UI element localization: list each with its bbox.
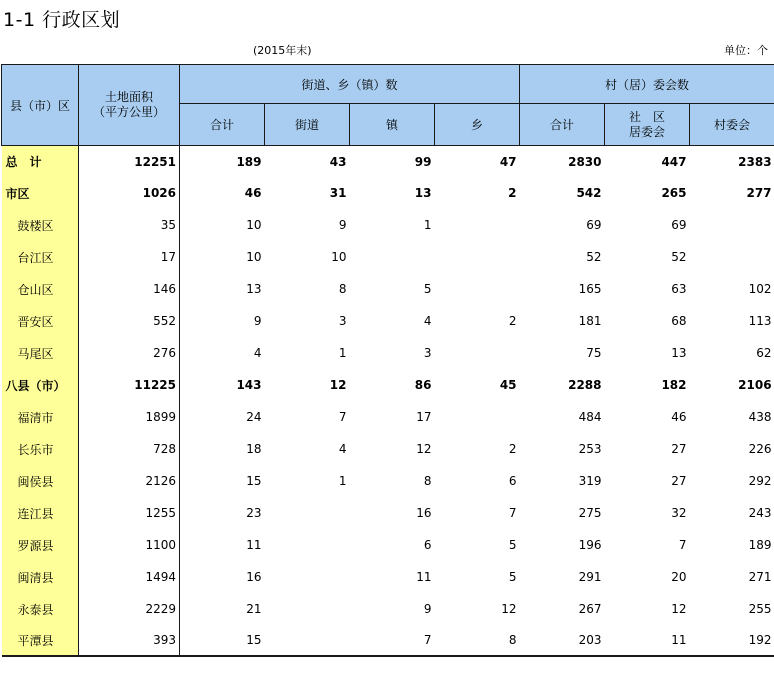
township-cell bbox=[435, 401, 520, 433]
town-cell: 13 bbox=[414, 186, 432, 200]
township-cell: 2 bbox=[508, 186, 517, 200]
streets-total-cell: 11 bbox=[246, 538, 262, 552]
streets-total-cell: 46 bbox=[244, 186, 262, 200]
township-cell bbox=[435, 337, 520, 369]
village-cell: 102 bbox=[748, 282, 772, 296]
township-cell bbox=[435, 241, 520, 273]
row-name: 罗源县 bbox=[2, 529, 79, 561]
street-cell: 43 bbox=[329, 154, 347, 169]
street-cell bbox=[265, 625, 350, 656]
streets-total-cell: 23 bbox=[246, 506, 262, 520]
table-row bbox=[2, 177, 774, 209]
villages-total-cell: 52 bbox=[586, 250, 602, 264]
table-row bbox=[2, 465, 774, 497]
table-row bbox=[2, 305, 774, 337]
community-cell: 27 bbox=[671, 442, 687, 456]
community-cell: 265 bbox=[661, 186, 687, 200]
table-subtitle: (2015年末) bbox=[253, 44, 312, 57]
row-name: 鼓楼区 bbox=[2, 209, 79, 241]
township-cell: 5 bbox=[508, 570, 517, 584]
streets-total-cell: 13 bbox=[246, 282, 262, 296]
unit-label: 单位：个 bbox=[724, 44, 768, 57]
land-area-cell: 35 bbox=[79, 209, 180, 241]
land-area-cell: 146 bbox=[79, 273, 180, 305]
table-row bbox=[2, 273, 774, 305]
community-cell: 32 bbox=[671, 506, 687, 520]
township-cell: 2 bbox=[508, 442, 517, 456]
table-row bbox=[2, 561, 774, 593]
village-cell: 271 bbox=[748, 570, 772, 584]
row-name: 闽清县 bbox=[2, 561, 79, 593]
villages-total-cell: 253 bbox=[578, 442, 602, 456]
village-cell: 243 bbox=[748, 506, 772, 520]
community-cell: 20 bbox=[671, 570, 687, 584]
table-row bbox=[2, 497, 774, 529]
town-cell bbox=[350, 241, 435, 273]
town-cell: 7 bbox=[350, 625, 435, 656]
land-area-cell: 12251 bbox=[79, 146, 180, 178]
row-name: 晋安区 bbox=[2, 305, 79, 337]
row-name: 马尾区 bbox=[2, 337, 79, 369]
township-cell: 5 bbox=[508, 538, 517, 552]
villages-total-cell: 2288 bbox=[568, 378, 602, 392]
community-cell: 182 bbox=[661, 378, 687, 392]
streets-total-cell: 189 bbox=[236, 154, 262, 169]
village-cell: 292 bbox=[748, 474, 772, 488]
township-cell bbox=[435, 209, 520, 241]
street-cell: 12 bbox=[329, 378, 347, 392]
table-row bbox=[2, 401, 774, 433]
header-community-line1: 社 区 bbox=[629, 109, 666, 124]
header-county: 县（市）区 bbox=[2, 65, 79, 146]
community-cell: 447 bbox=[661, 154, 687, 169]
streets-total-cell: 10 bbox=[246, 250, 262, 264]
header-village-committee: 村委会 bbox=[690, 104, 774, 146]
village-cell: 113 bbox=[748, 314, 772, 328]
row-name: 长乐市 bbox=[2, 433, 79, 465]
table-row bbox=[2, 625, 774, 656]
land-area-cell: 552 bbox=[79, 305, 180, 337]
land-area-cell: 1026 bbox=[79, 177, 180, 209]
town-cell: 8 bbox=[423, 474, 432, 488]
table-row bbox=[2, 433, 774, 465]
row-name: 八县（市） bbox=[2, 369, 79, 401]
table-row bbox=[2, 593, 774, 625]
street-cell: 8 bbox=[338, 282, 347, 296]
community-cell: 52 bbox=[671, 250, 687, 264]
town-cell: 1 bbox=[423, 218, 432, 232]
town-cell: 12 bbox=[416, 442, 432, 456]
community-cell: 63 bbox=[671, 282, 687, 296]
header-villages-total: 合计 bbox=[520, 104, 605, 146]
street-cell: 3 bbox=[338, 314, 347, 328]
street-cell: 9 bbox=[338, 218, 347, 232]
table-row bbox=[2, 241, 774, 273]
street-cell: 1 bbox=[338, 346, 347, 360]
row-name: 总 计 bbox=[2, 146, 79, 178]
row-name: 台江区 bbox=[2, 241, 79, 273]
town-cell: 86 bbox=[414, 378, 432, 392]
land-area-cell: 17 bbox=[79, 241, 180, 273]
village-cell: 189 bbox=[748, 538, 772, 552]
town-cell: 11 bbox=[416, 570, 432, 584]
street-cell: 1 bbox=[338, 474, 347, 488]
township-cell: 2 bbox=[508, 314, 517, 328]
community-cell: 69 bbox=[671, 218, 687, 232]
township-cell: 7 bbox=[508, 506, 517, 520]
community-cell: 11 bbox=[605, 625, 690, 656]
land-area-cell: 1255 bbox=[79, 497, 180, 529]
township-cell bbox=[435, 273, 520, 305]
villages-total-cell: 181 bbox=[578, 314, 602, 328]
header-streets-group: 街道、乡（镇）数 bbox=[180, 65, 520, 104]
land-area-cell: 2229 bbox=[79, 593, 180, 625]
villages-total-cell: 203 bbox=[520, 625, 605, 656]
community-cell: 13 bbox=[671, 346, 687, 360]
villages-total-cell: 2830 bbox=[568, 154, 602, 169]
village-cell: 438 bbox=[748, 410, 772, 424]
land-area-cell: 276 bbox=[79, 337, 180, 369]
township-cell: 6 bbox=[508, 474, 517, 488]
community-cell: 46 bbox=[671, 410, 687, 424]
row-name: 平潭县 bbox=[2, 625, 79, 656]
header-land-area-line1: 土地面积 bbox=[104, 90, 153, 104]
community-cell: 12 bbox=[671, 602, 687, 616]
header-street: 街道 bbox=[265, 104, 350, 146]
village-cell bbox=[690, 241, 774, 273]
villages-total-cell: 75 bbox=[586, 346, 602, 360]
streets-total-cell: 15 bbox=[180, 625, 265, 656]
street-cell: 31 bbox=[329, 186, 347, 200]
township-cell: 45 bbox=[499, 378, 517, 392]
row-name: 市区 bbox=[2, 177, 79, 209]
table-row bbox=[2, 529, 774, 561]
villages-total-cell: 542 bbox=[576, 186, 602, 200]
table-row bbox=[2, 209, 774, 241]
village-cell: 192 bbox=[690, 625, 774, 656]
land-area-cell: 11225 bbox=[79, 369, 180, 401]
table-row bbox=[2, 146, 774, 178]
township-cell: 47 bbox=[499, 154, 517, 169]
header-land-area-line2: （平方公里） bbox=[92, 105, 165, 119]
village-cell: 62 bbox=[756, 346, 772, 360]
header-streets-total: 合计 bbox=[180, 104, 265, 146]
village-cell: 277 bbox=[746, 186, 772, 200]
town-cell: 5 bbox=[423, 282, 432, 296]
township-cell: 8 bbox=[435, 625, 520, 656]
header-community-line2: 居委会 bbox=[629, 124, 666, 139]
table-row bbox=[2, 337, 774, 369]
street-cell: 10 bbox=[331, 250, 347, 264]
row-name: 永泰县 bbox=[2, 593, 79, 625]
village-cell: 2383 bbox=[738, 154, 772, 169]
street-cell: 4 bbox=[338, 442, 347, 456]
community-cell: 27 bbox=[671, 474, 687, 488]
villages-total-cell: 319 bbox=[578, 474, 602, 488]
town-cell: 99 bbox=[414, 154, 432, 169]
street-cell bbox=[265, 529, 350, 561]
land-area-cell: 1100 bbox=[79, 529, 180, 561]
street-cell: 7 bbox=[338, 410, 347, 424]
village-cell: 226 bbox=[748, 442, 772, 456]
streets-total-cell: 16 bbox=[246, 570, 262, 584]
land-area-cell: 1899 bbox=[79, 401, 180, 433]
street-cell bbox=[265, 497, 350, 529]
town-cell: 16 bbox=[416, 506, 432, 520]
town-cell: 9 bbox=[423, 602, 432, 616]
page-title: 1-1 行政区划 bbox=[3, 9, 121, 31]
row-name: 连江县 bbox=[2, 497, 79, 529]
streets-total-cell: 9 bbox=[253, 314, 262, 328]
village-cell: 255 bbox=[748, 602, 772, 616]
town-cell: 17 bbox=[416, 410, 432, 424]
land-area-cell: 1494 bbox=[79, 561, 180, 593]
villages-total-cell: 196 bbox=[578, 538, 602, 552]
row-name: 闽侯县 bbox=[2, 465, 79, 497]
town-cell: 4 bbox=[423, 314, 432, 328]
villages-total-cell: 69 bbox=[586, 218, 602, 232]
row-name: 仓山区 bbox=[2, 273, 79, 305]
streets-total-cell: 18 bbox=[246, 442, 262, 456]
land-area-cell: 393 bbox=[79, 625, 180, 656]
streets-total-cell: 4 bbox=[253, 346, 262, 360]
street-cell bbox=[265, 561, 350, 593]
header-township: 乡 bbox=[435, 104, 520, 146]
villages-total-cell: 484 bbox=[578, 410, 602, 424]
land-area-cell: 2126 bbox=[79, 465, 180, 497]
streets-total-cell: 21 bbox=[246, 602, 262, 616]
villages-total-cell: 291 bbox=[578, 570, 602, 584]
village-cell bbox=[690, 209, 774, 241]
land-area-cell: 728 bbox=[79, 433, 180, 465]
streets-total-cell: 24 bbox=[246, 410, 262, 424]
streets-total-cell: 15 bbox=[246, 474, 262, 488]
streets-total-cell: 143 bbox=[236, 378, 262, 392]
community-cell: 7 bbox=[678, 538, 687, 552]
town-cell: 3 bbox=[423, 346, 432, 360]
header-land-area bbox=[79, 65, 180, 146]
header-community-committee bbox=[605, 104, 690, 146]
streets-total-cell: 10 bbox=[246, 218, 262, 232]
row-name: 福清市 bbox=[2, 401, 79, 433]
community-cell: 68 bbox=[671, 314, 687, 328]
admin-division-table bbox=[1, 64, 774, 657]
villages-total-cell: 267 bbox=[578, 602, 602, 616]
villages-total-cell: 165 bbox=[578, 282, 602, 296]
table-row bbox=[2, 369, 774, 401]
township-cell: 12 bbox=[501, 602, 517, 616]
street-cell bbox=[265, 593, 350, 625]
header-town: 镇 bbox=[350, 104, 435, 146]
header-villages-group: 村（居）委会数 bbox=[520, 65, 774, 104]
villages-total-cell: 275 bbox=[578, 506, 602, 520]
village-cell: 2106 bbox=[738, 378, 772, 392]
town-cell: 6 bbox=[423, 538, 432, 552]
